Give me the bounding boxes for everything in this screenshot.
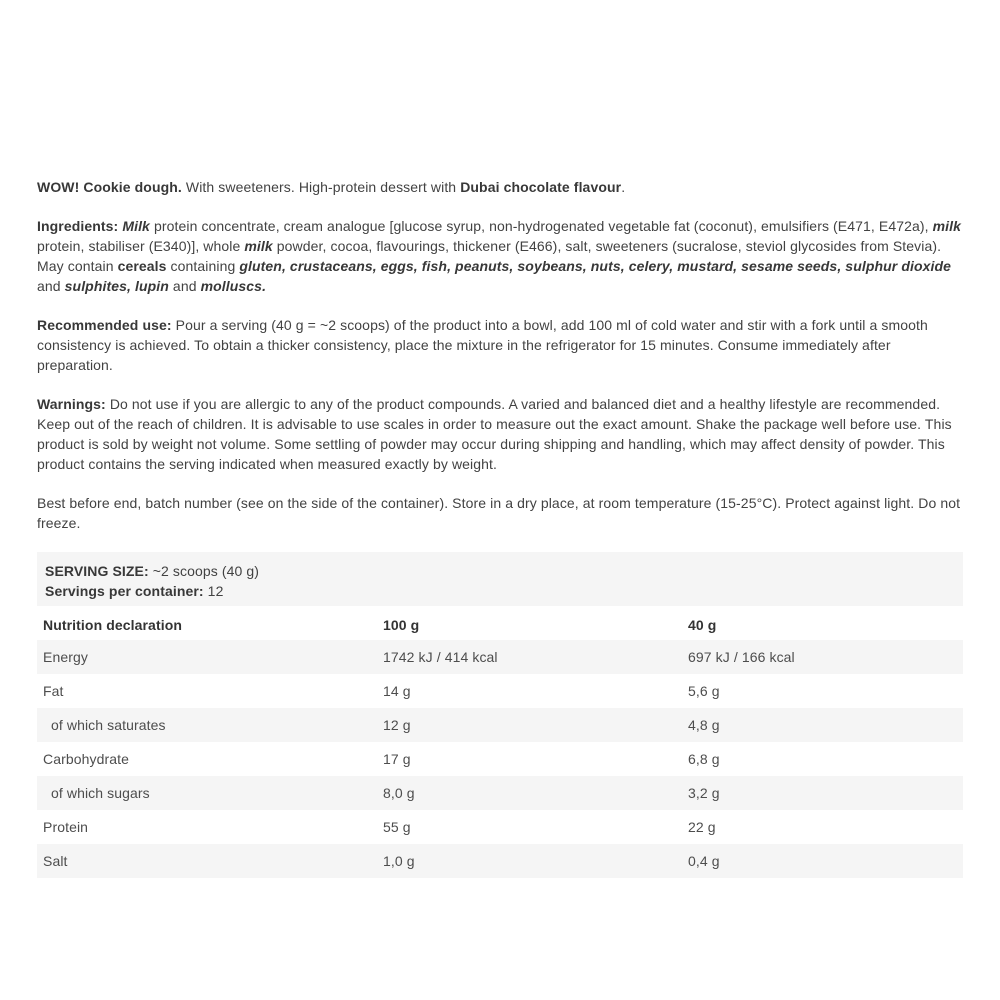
nutrient-label: of which saturates [51, 717, 166, 733]
table-row [37, 776, 963, 810]
value-per-100g: 1,0 g [383, 853, 415, 869]
column-header-100g: 100 g [383, 617, 420, 633]
value-per-40g: 6,8 g [688, 751, 720, 767]
value-per-100g: 17 g [383, 751, 411, 767]
table-row [37, 674, 963, 708]
table-header-row [37, 610, 963, 640]
value-per-100g: 1742 kJ / 414 kcal [383, 649, 498, 665]
warnings-paragraph: Warnings: Do not use if you are allergic to any of the product compounds. A varied and balanced diet and a healthy lifestyle are recommended. Keep out of the reach of children. It is advisable to use scales in order to measure out the exact amount. Shake the package well before use. This product is sold by weight not volume. Some settling of powder may occur during shipping and handling, which may affect density of powder. This product contains the serving indicated when measured exactly by weight. [37, 396, 952, 472]
nutrition-table [37, 610, 963, 878]
product-description-section [37, 0, 963, 878]
nutrient-label: Salt [43, 853, 68, 869]
table-body [37, 640, 963, 878]
table-row [37, 810, 963, 844]
nutrition-declaration-header: Nutrition declaration [43, 617, 182, 633]
column-header-40g: 40 g [688, 617, 717, 633]
servings-per-container-line: Servings per container: 12 [45, 583, 224, 599]
value-per-40g: 22 g [688, 819, 716, 835]
value-per-40g: 4,8 g [688, 717, 720, 733]
value-per-40g: 3,2 g [688, 785, 720, 801]
nutrient-label: Fat [43, 683, 64, 699]
value-per-40g: 5,6 g [688, 683, 720, 699]
nutrient-label: Carbohydrate [43, 751, 130, 767]
nutrient-label: of which sugars [51, 785, 150, 801]
value-per-40g: 0,4 g [688, 853, 720, 869]
serving-size-line: SERVING SIZE: ~2 scoops (40 g) [45, 563, 259, 579]
intro-paragraph: WOW! Cookie dough. With sweeteners. High-protein dessert with Dubai chocolate flavour. [37, 179, 626, 195]
value-per-40g: 697 kJ / 166 kcal [688, 649, 795, 665]
table-row [37, 708, 963, 742]
nutrient-label: Energy [43, 649, 88, 665]
nutrient-label: Protein [43, 819, 89, 835]
recommended-use-paragraph: Recommended use: Pour a serving (40 g = ~2 scoops) of the product into a bowl, add 100 ml of cold water and stir with a fork until a smooth consistency is achieved. To obtain a thicker consistency, place the mixture in the refrigerator for 15 minutes. Consume immediately after preparation. [37, 317, 928, 373]
storage-paragraph: Best before end, batch number (see on the side of the container). Store in a dry place, at room temperature (15-25°C). Protect against light. Do not freeze. [37, 495, 961, 531]
value-per-100g: 55 g [383, 819, 411, 835]
ingredients-paragraph: Ingredients: Milk protein concentrate, cream analogue [glucose syrup, non-hydrogenated vegetable fat (coconut), emulsifiers (E471, E472a), milk protein, stabiliser (E340)], whole milk powder, cocoa, flavourings, thickener (E466), salt, sweeteners (sucralose, steviol glycosides from Stevia). May contain cereals containing gluten, crustaceans, eggs, fish, peanuts, soybeans, nuts, celery, mustard, sesame seeds, sulphur dioxide and sulphites, lupin and molluscs. [37, 218, 962, 294]
value-per-100g: 14 g [383, 683, 411, 699]
table-row [37, 844, 963, 878]
table-row [37, 640, 963, 674]
value-per-100g: 8,0 g [383, 785, 415, 801]
table-row [37, 742, 963, 776]
serving-size-box [37, 552, 963, 606]
value-per-100g: 12 g [383, 717, 411, 733]
